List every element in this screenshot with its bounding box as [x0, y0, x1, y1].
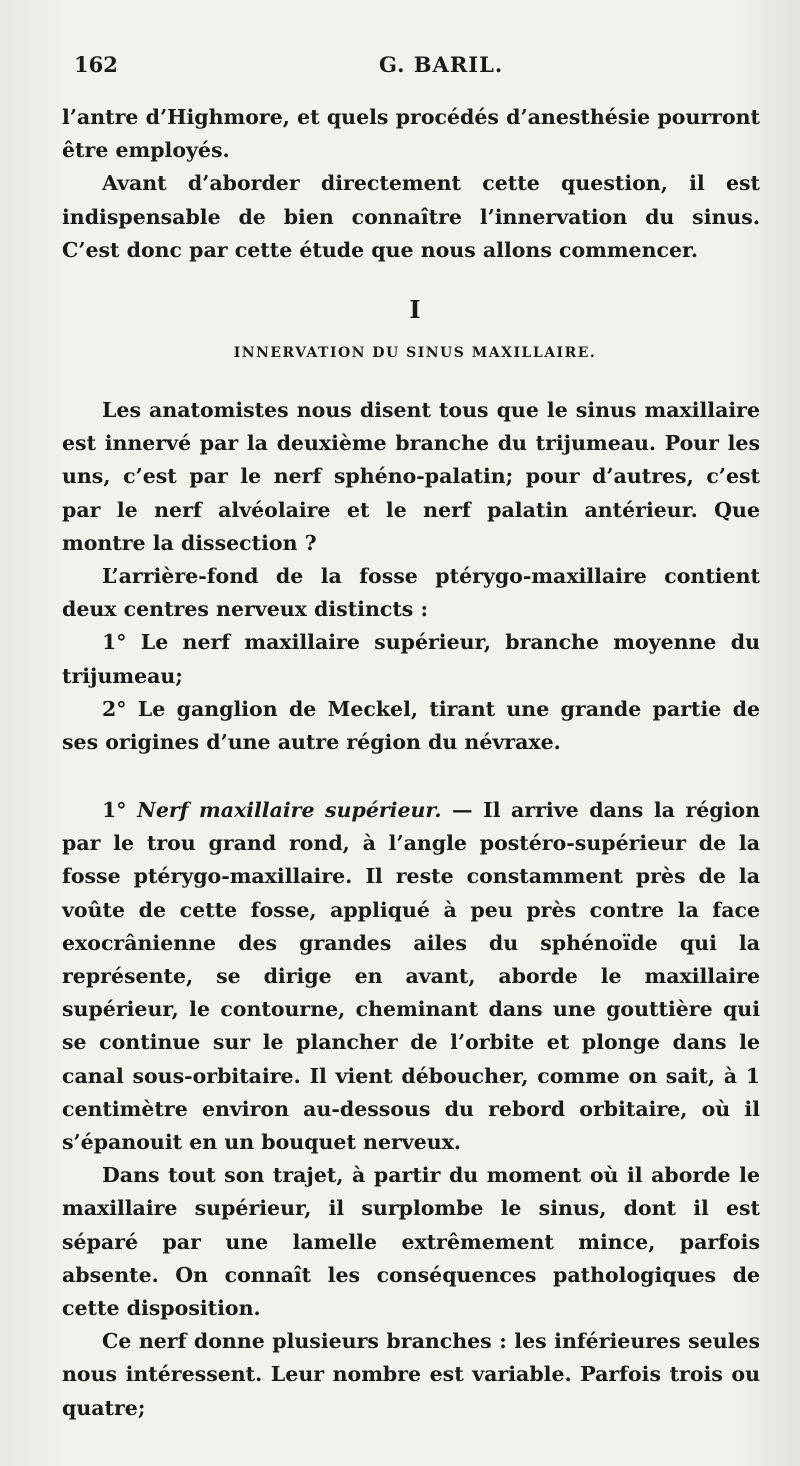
paragraph: [62, 794, 760, 1159]
paragraph: L’arrière-fond de la fosse ptérygo-maxillaire contient deux centres nerveux distincts :: [62, 564, 760, 622]
section-title: INNERVATION DU SINUS MAXILLAIRE.: [233, 345, 597, 361]
paragraph: Les anatomistes nous disent tous que le sinus maxillaire est innervé par la deuxième branche du trijumeau. Pour les uns, c’est par le nerf sphéno-palatin; pour d’autres, c’est par le nerf alvéolaire et le nerf palatin antérieur. Que montre la dissection ?: [62, 398, 760, 555]
subsection-number: 1°: [102, 798, 127, 822]
paragraph: Ce nerf donne plusieurs branches : les inférieures seules nous intéressent. Leur nombre est variable. Parfois trois ou quatre;: [62, 1329, 760, 1420]
subsection-title: Nerf maxillaire supérieur.: [137, 798, 442, 822]
subsection-body: [62, 794, 760, 1425]
section-number: I: [409, 295, 421, 324]
page-header: [74, 52, 760, 86]
list-item: 1° Le nerf maxillaire supérieur, branche moyenne du trijumeau;: [62, 630, 760, 688]
list-item: 2° Le ganglion de Meckel, tirant une grande partie de ses origines d’une autre région du névraxe.: [62, 696, 760, 755]
paragraph: Dans tout son trajet, à partir du moment où il aborde le maxillaire supérieur, il surplombe le sinus, dont il est séparé par une lamelle extrêmement mince, parfois absente. On connaît les conséquences pathologiques de cette disposition.: [62, 1163, 760, 1321]
paragraph-text: — Il arrive dans la région par le trou grand rond, à l’angle postéro-supérieur de la fosse ptérygo-maxillaire. Il reste constamment près de la voûte de cette fosse, appliqué à peu près contre la face exocrânienne des grandes ailes du sphénoïde qui la représente, se dirige en avant, aborde le maxillaire supérieur, le contourne, cheminant dans une gouttière qui se continue sur le plancher de l’orbite et plonge dans le canal sous-orbitaire. Il vient déboucher, comme on sait, à 1 centimètre environ au-dessous du rebord orbitaire, où il s’épanouit en un bouquet nerveux.: [62, 798, 761, 1155]
page-number: 162: [74, 52, 118, 77]
paragraph: Avant d’aborder directement cette question, il est indispensable de bien connaître l’innervation du sinus. C’est donc par cette étude que nous allons commencer.: [62, 171, 760, 262]
paragraph: l’antre d’Highmore, et quels procédés d’anesthésie pourront être employés.: [62, 105, 760, 163]
section-body: [62, 394, 760, 759]
running-head: G. BARIL.: [379, 52, 504, 77]
intro-text: [62, 101, 760, 267]
